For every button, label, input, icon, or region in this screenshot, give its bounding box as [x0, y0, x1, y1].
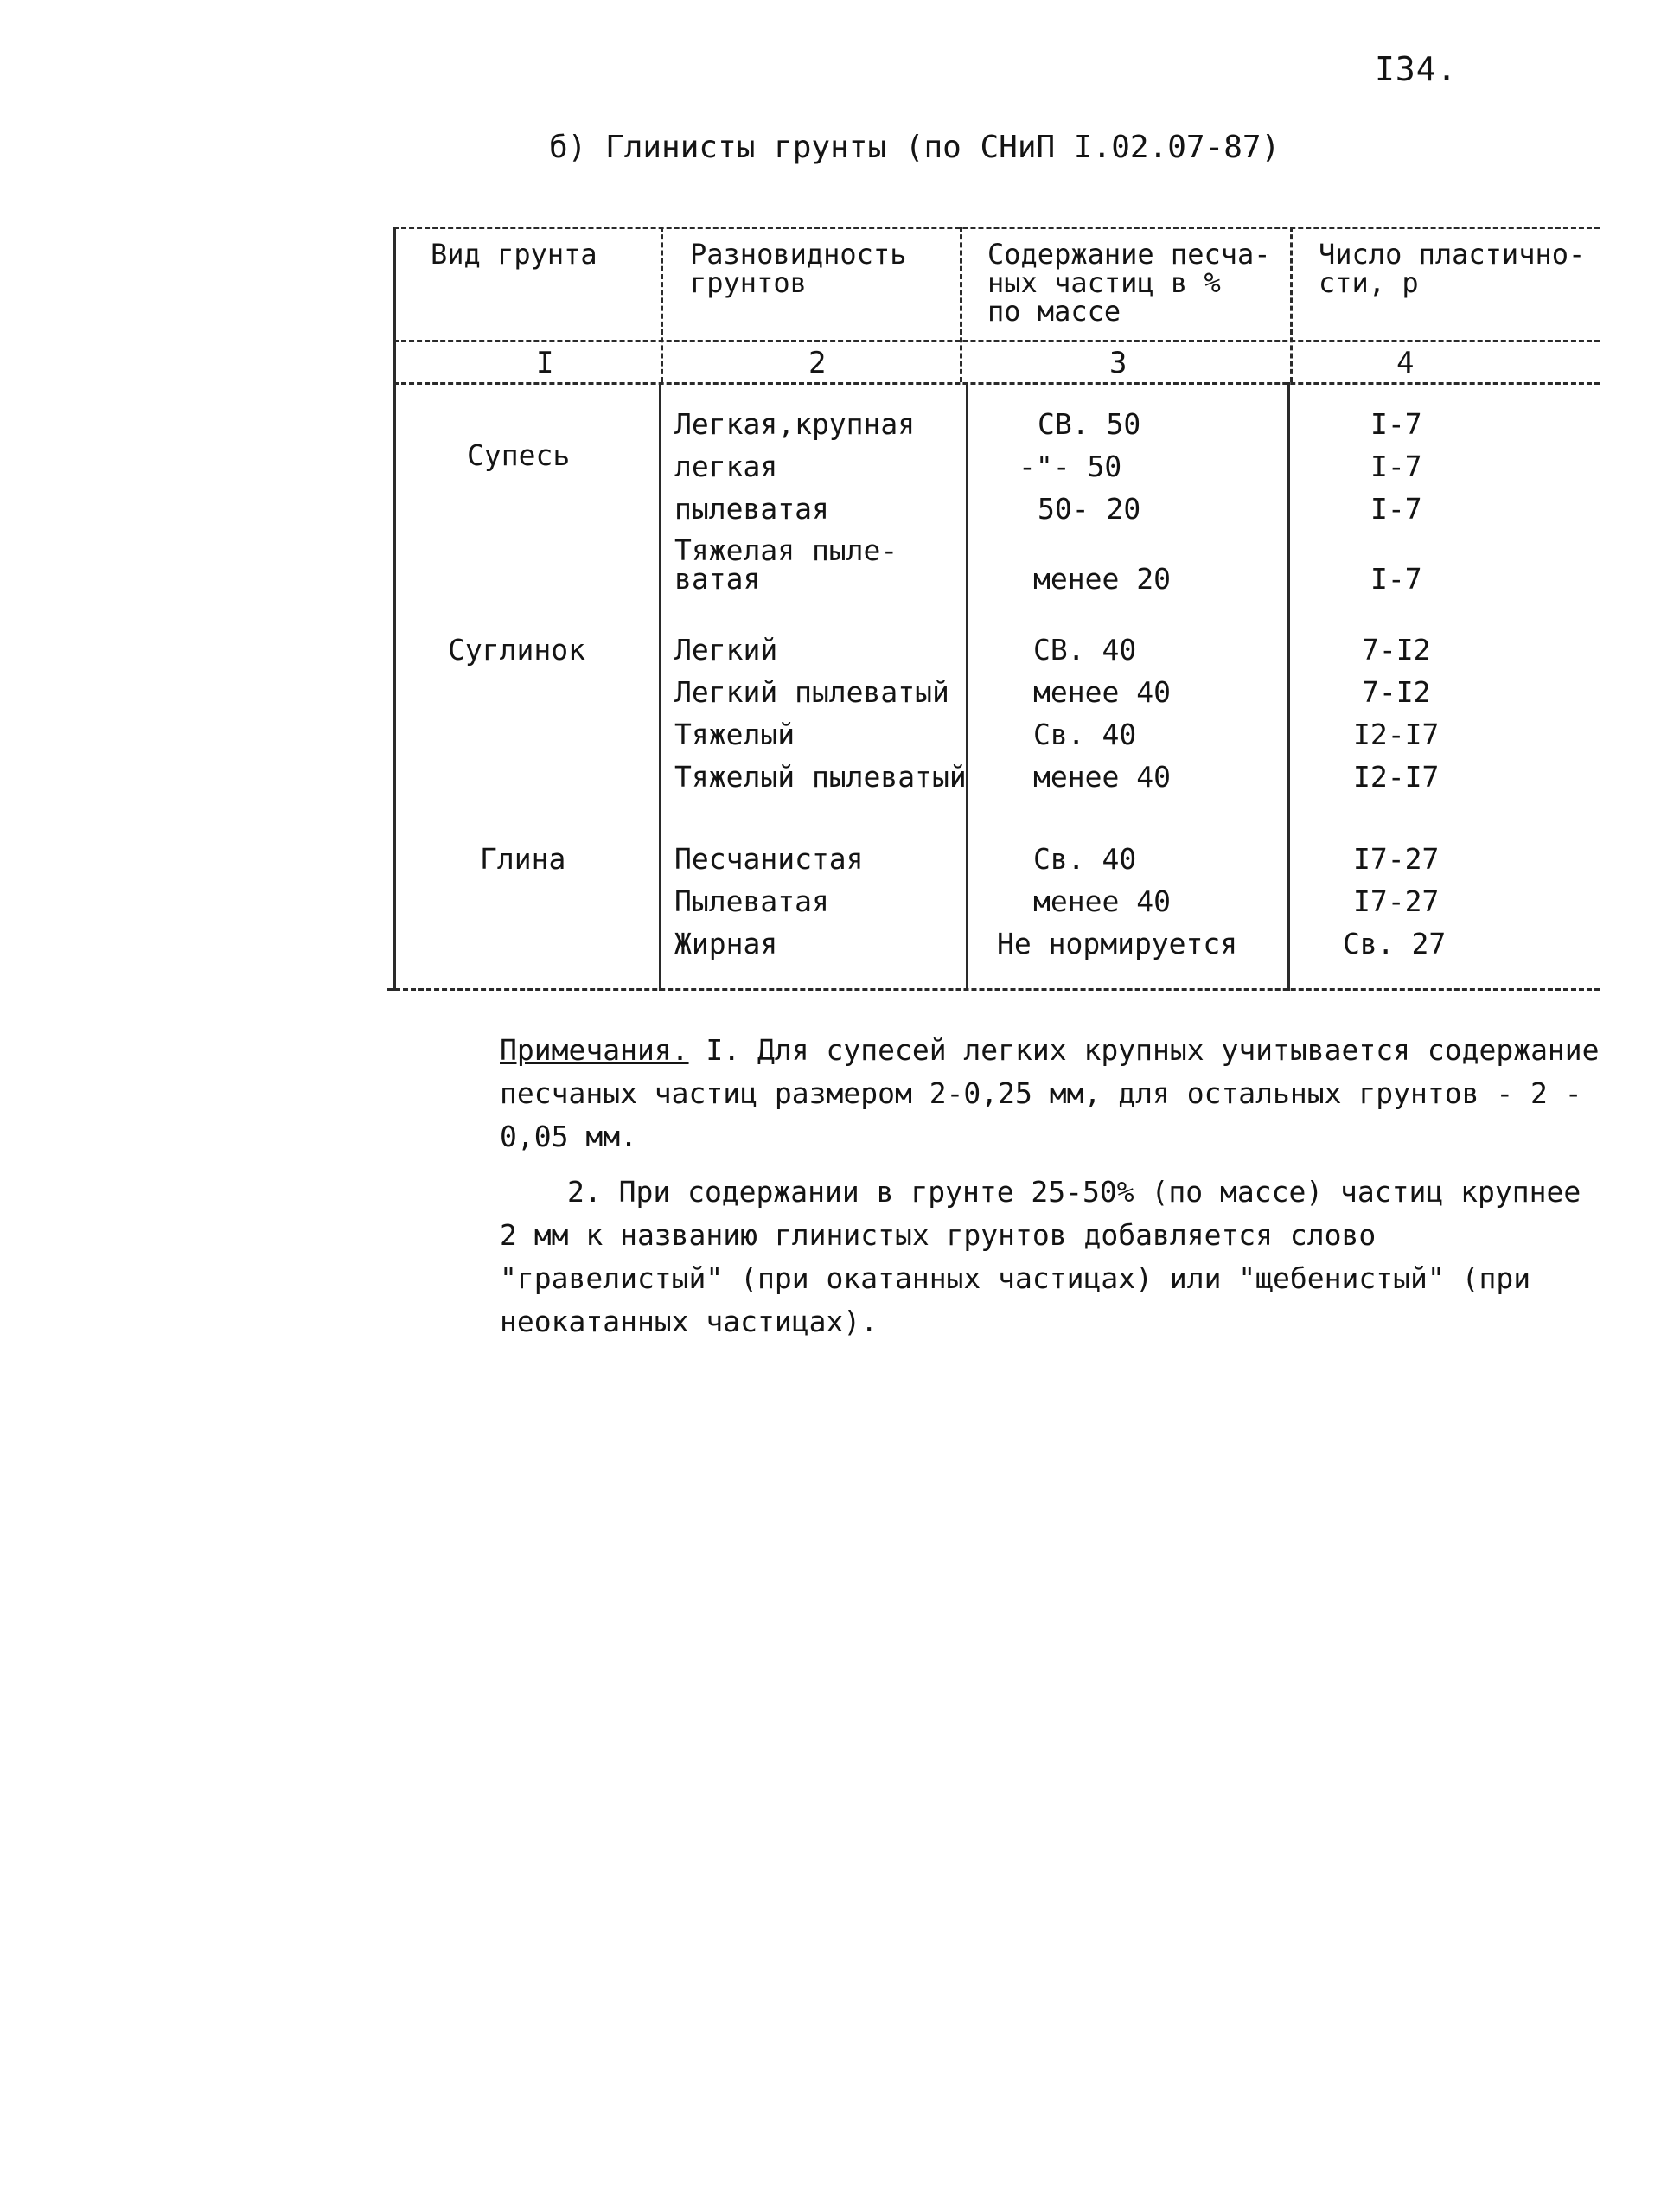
plasticity-cell: I-7 — [1370, 492, 1422, 526]
numbers-bottom-rule — [393, 382, 1600, 385]
sand-cell: 50- 20 — [1038, 492, 1141, 526]
sand-cell: СВ. 50 — [1038, 407, 1141, 441]
note-1-text: I. Для супесей легких крупных учитывается содержание песчаных частиц размером 2-0,25 мм, для остальных грунтов - 2 - 0,05 мм. — [500, 1033, 1600, 1153]
column-number-1: I — [536, 346, 554, 380]
header-plasticity: Число пластичнo- сти, р — [1319, 238, 1586, 299]
variety-cell: Легкий — [674, 633, 778, 667]
sand-cell: менее 20 — [1033, 562, 1171, 596]
col-divider-3-header — [1290, 227, 1293, 382]
variety-cell: Жирная — [674, 927, 778, 961]
table-heading: б) Глинисты грунты (по СНиП I.02.07-87) — [549, 130, 1281, 165]
col-divider-2 — [966, 382, 968, 991]
sand-cell: менее 40 — [1033, 675, 1171, 709]
note-1 — [500, 1029, 1607, 1158]
variety-cell: Легкая,крупная — [674, 407, 916, 441]
column-number-3: 3 — [1109, 346, 1127, 380]
sand-cell: Св. 40 — [1033, 718, 1137, 751]
col-divider-1-header — [661, 227, 663, 382]
header-variety: Разновидность грунтов — [690, 238, 907, 299]
plasticity-cell: I-7 — [1370, 450, 1422, 483]
table-top-rule — [393, 227, 1600, 229]
plasticity-cell: I2-I7 — [1353, 760, 1440, 794]
sand-cell: менее 40 — [1033, 760, 1171, 794]
variety-cell: Песчанистая — [674, 842, 864, 876]
variety-cell: Тяжелая пыле- ватая — [674, 533, 898, 596]
header-sand-content: Содержание песча- ных частиц в % по массе — [987, 238, 1271, 328]
variety-cell: легкая — [674, 450, 778, 483]
notes-label: Примечания. — [500, 1033, 689, 1067]
plasticity-cell: 7-I2 — [1362, 675, 1431, 709]
soil-type-clay: Глина — [480, 842, 566, 876]
plasticity-cell: I7-27 — [1353, 884, 1440, 918]
column-number-4: 4 — [1396, 346, 1415, 380]
variety-cell: Тяжелый — [674, 718, 795, 751]
sand-cell: -"- 50 — [1019, 450, 1122, 483]
plasticity-cell: I2-I7 — [1353, 718, 1440, 751]
sand-cell: СВ. 40 — [1033, 633, 1137, 667]
col-divider-1 — [659, 382, 661, 991]
variety-cell: Легкий пылеватый — [674, 675, 949, 709]
plasticity-cell: 7-I2 — [1362, 633, 1431, 667]
page-number: I34. — [1375, 50, 1458, 88]
table-bottom-rule — [387, 988, 1600, 991]
col-divider-3 — [1287, 382, 1290, 991]
sand-cell: Не нормируется — [997, 927, 1238, 961]
header-soil-type: Вид грунта — [431, 238, 597, 271]
sand-cell: Св. 40 — [1033, 842, 1137, 876]
variety-cell: Пылеватая — [674, 884, 829, 918]
plasticity-cell: I-7 — [1370, 407, 1422, 441]
sand-cell: менее 40 — [1033, 884, 1171, 918]
table-left-border — [393, 227, 396, 991]
variety-cell: пылеватая — [674, 492, 829, 526]
col-divider-2-header — [960, 227, 962, 382]
notes-section — [500, 1029, 1607, 1344]
variety-cell: Тяжелый пылеватый — [674, 760, 967, 794]
soil-type-loam: Суглинок — [448, 633, 585, 667]
column-number-2: 2 — [808, 346, 827, 380]
soil-type-sandy-loam: Супесь — [467, 438, 571, 472]
plasticity-cell: Св. 27 — [1343, 927, 1447, 961]
plasticity-cell: I-7 — [1370, 562, 1422, 596]
header-bottom-rule — [393, 340, 1600, 342]
plasticity-cell: I7-27 — [1353, 842, 1440, 876]
note-2: 2. При содержании в грунте 25-50% (по массе) частиц крупнее 2 мм к названию глинистых грунтов добавляется слово "гравелистый" (при окатанных частицах) или "щебенистый" (при неокатанных частицах). — [500, 1175, 1581, 1338]
